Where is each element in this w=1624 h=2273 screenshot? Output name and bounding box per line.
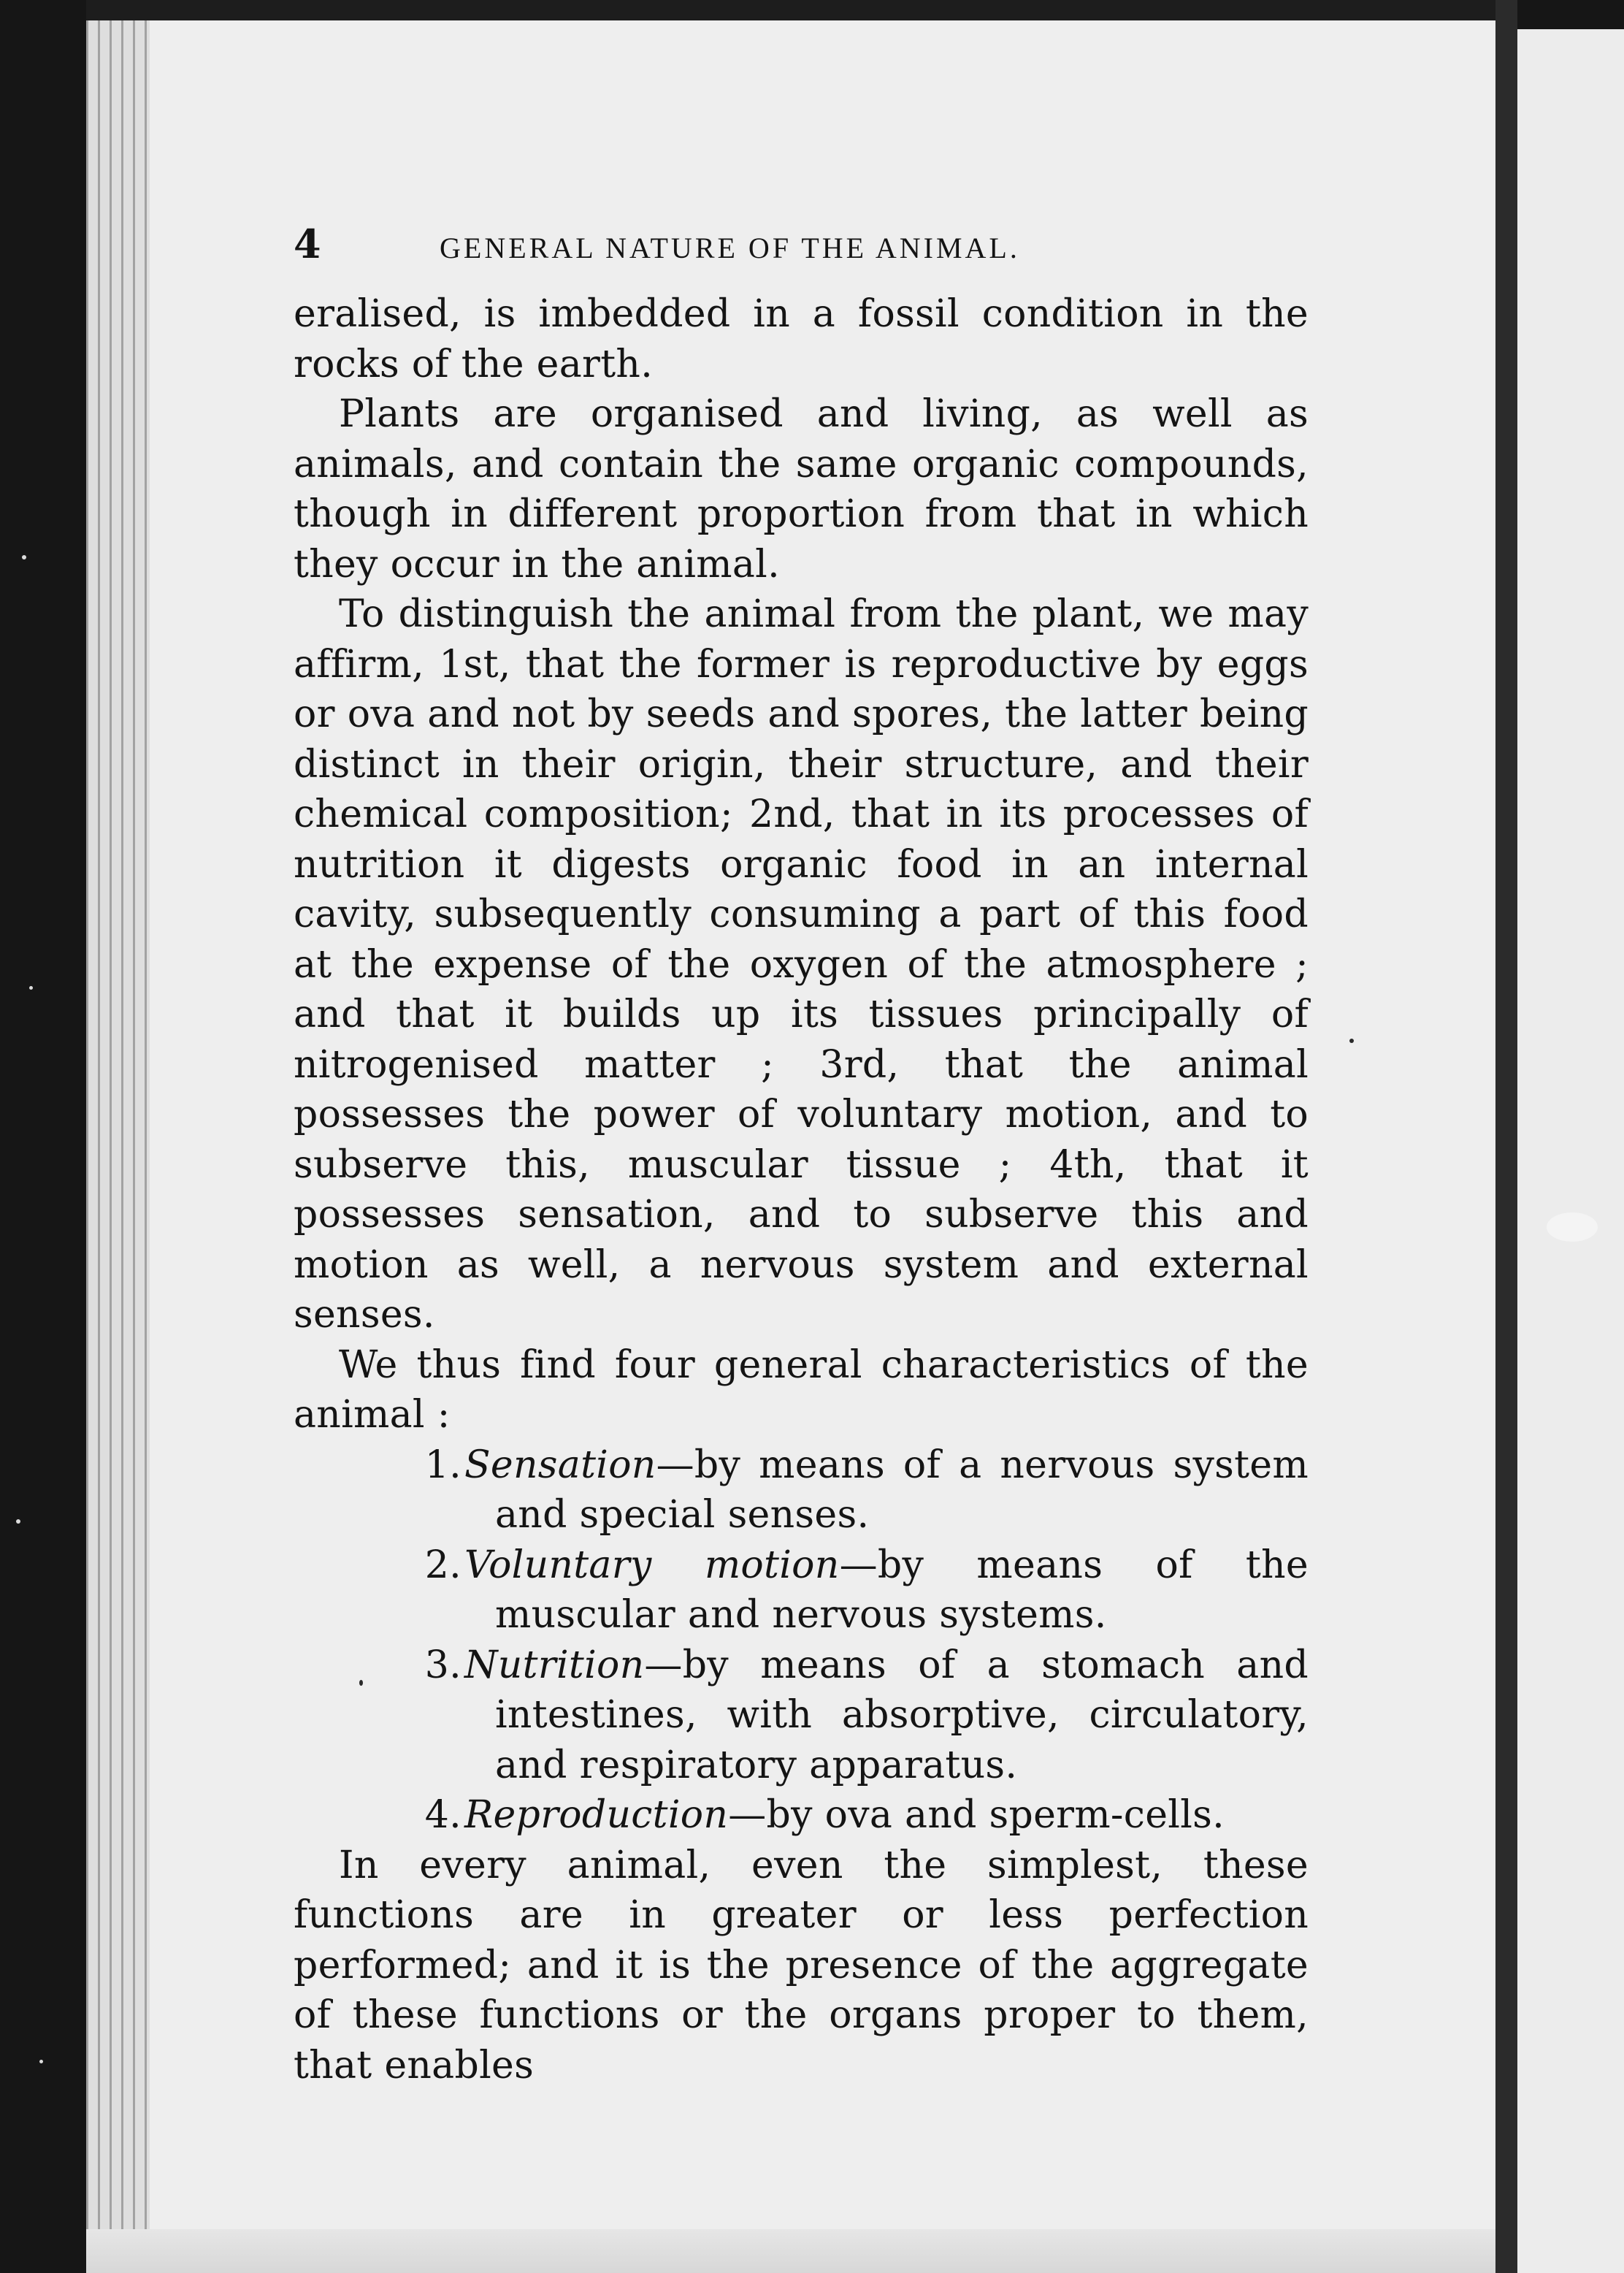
scan-speck xyxy=(1349,1039,1354,1043)
list-item xyxy=(294,1440,1309,1540)
list-term: Voluntary motion xyxy=(464,1543,840,1587)
list-description: —by ova and sperm-cells. xyxy=(728,1793,1225,1837)
page-number: 4 xyxy=(294,221,321,267)
list-term: Sensation xyxy=(464,1443,656,1487)
text-column xyxy=(294,219,1309,2090)
top-shadow xyxy=(86,0,1495,20)
paper-tear xyxy=(1547,1212,1598,1242)
bottom-margin xyxy=(86,2229,1495,2273)
paragraph: Plants are organised and living, as well as animals, and contain the same organic compounds, though in different proportion from that in which they occur in the animal. xyxy=(294,392,1309,587)
paragraph: We thus find four general characteristics of the animal : xyxy=(294,1342,1309,1437)
book-gutter xyxy=(1495,0,1517,2273)
list-term: Nutrition xyxy=(464,1643,645,1687)
running-title: GENERAL NATURE OF THE ANIMAL. xyxy=(440,232,1020,264)
list-number: 1. xyxy=(424,1443,461,1487)
list-description: —by means of a stomach and intestines, with absorptive, circulatory, and respiratory apparatus. xyxy=(495,1643,1309,1787)
list-item xyxy=(294,1640,1309,1791)
facing-page-edge xyxy=(1517,29,1624,2273)
paragraph: To distinguish the animal from the plant, we may affirm, 1st, that the former is reproductive by eggs or ova and not by seeds and spores, the latter being distinct in their origin, their structure, and their chemical composition; 2nd, that in its processes of nutrition it digests organic food in an internal cavity, subsequently consuming a part of this food at the expense of the oxygen of the atmosphere ; and that it builds up its tissues principally of nitrogenised matter ; 3rd, that the animal possesses the power of voluntary motion, and to subserve this, muscular tissue ; 4th, that it possesses sensation, and to subserve this and motion as well, a nervous system and external senses. xyxy=(294,592,1309,1337)
list-number: 3. xyxy=(424,1643,461,1687)
running-head xyxy=(294,219,1309,278)
paragraph: eralised, is imbedded in a fossil condition in the rocks of the earth. xyxy=(294,292,1309,386)
list-number: 4. xyxy=(424,1793,461,1837)
list-description: —by means of a nervous system and special senses. xyxy=(495,1443,1309,1537)
list-term: Reproduction xyxy=(464,1793,729,1837)
scan-speck xyxy=(39,2060,43,2063)
list-number: 2. xyxy=(424,1543,461,1587)
closing-paragraph: In every animal, even the simplest, these functions are in greater or less perfection performed; and it is the presence of the aggregate of these functions or the organs proper to them, that enables xyxy=(294,1843,1309,2087)
scan-speck xyxy=(16,1519,20,1524)
list-item xyxy=(294,1540,1309,1640)
scan-speck xyxy=(22,555,26,559)
scan-speck xyxy=(29,986,33,990)
list-item xyxy=(294,1790,1309,1841)
list-description: —by means of the muscular and nervous systems. xyxy=(495,1543,1309,1637)
characteristics-list xyxy=(294,1440,1309,1841)
page-edge-lines xyxy=(86,0,152,2273)
